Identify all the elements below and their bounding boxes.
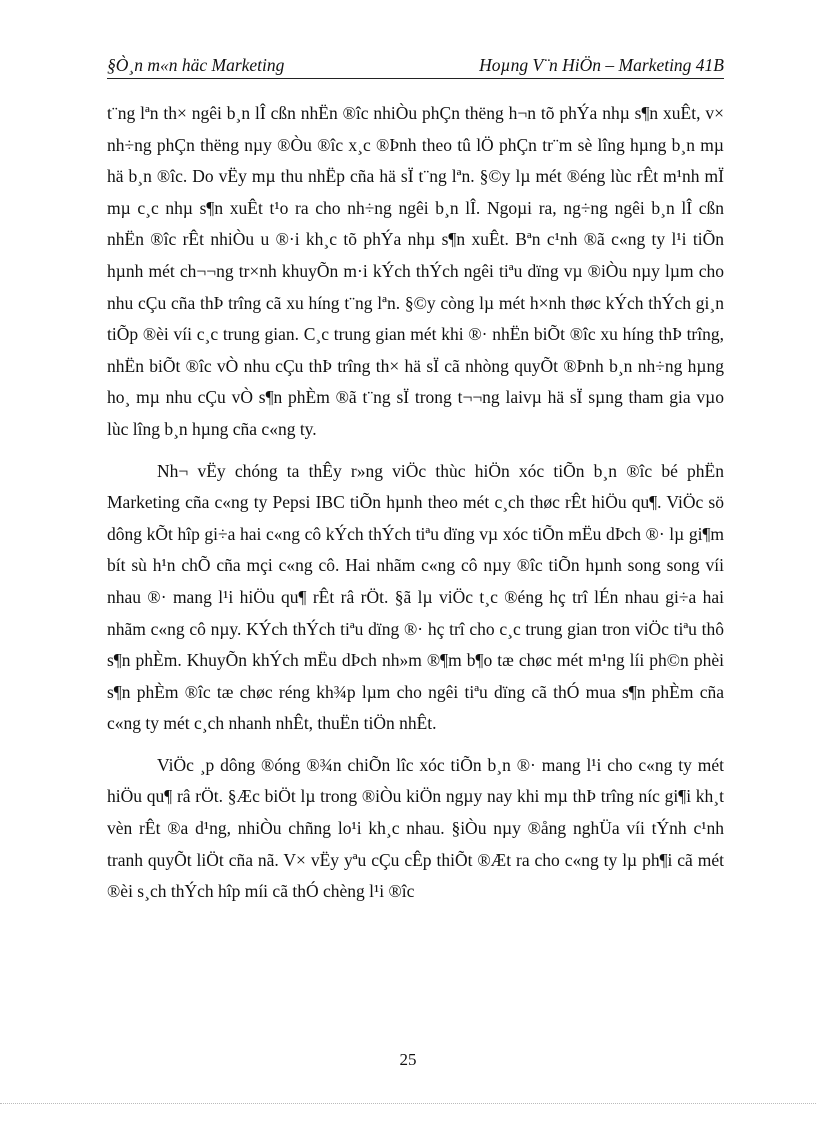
page-number: 25 xyxy=(399,1050,417,1069)
page-header xyxy=(107,52,724,79)
paragraph: t¨ng lªn th× ngêi b¸n lÎ cßn nhËn ®îc nhiÒu phÇn thëng h¬n tõ phÝa nhµ s¶n xuÊt, v× nh÷ng phÇn thëng nµy ®Òu ®îc x¸c ®Þnh theo tû lÖ phÇn tr¨m sè lîng hµng b¸n mµ hä b¸n ®îc. Do vËy mµ thu nhËp cña hä sÏ t¨ng lªn. §©y lµ mét ®éng lùc rÊt m¹nh mÏ mµ c¸c nhµ s¶n xuÊt t¹o ra cho nh÷ng ngêi b¸n lÎ. Ngoµi ra, ng÷ng ngêi b¸n lÎ cßn nhËn ®îc rÊt nhiÒu u ®·i kh¸c tõ phÝa nhµ s¶n xuÊt. Bªn c¹nh ®ã c«ng ty l¹i tiÕn hµnh mét ch¬¬ng tr×nh khuyÕn m·i kÝch thÝch ngêi tiªu dïng vµ ®iÒu nµy lµm cho nhu cÇu cña thÞ trîng cã xu híng t¨ng lªn. §©y còng lµ mét h×nh thøc kÝch thÝch gi¸n tiÕp ®èi víi c¸c trung gian. C¸c trung gian mét khi ®· nhËn biÕt ®îc xu híng thÞ trîng, nhËn biÕt ®îc vÒ nhu cÇu thÞ trîng th× hä sÏ cã nhòng quyÕt ®Þnh b¸n nh÷ng hµng ho¸ mµ nhu cÇu vÒ s¶n phÈm ®ã t¨ng sÏ trong t¬¬ng laivµ hä sÏ sµng tham gia vµo lùc lîng b¸n hµng cña c«ng ty. xyxy=(107,103,724,439)
page-bottom-divider xyxy=(0,1103,816,1104)
document-body xyxy=(107,98,724,918)
paragraph: ViÖc ¸p dông ®óng ®¾n chiÕn lîc xóc tiÕn b¸n ®· mang l¹i cho c«ng ty mét hiÖu qu¶ râ rÖt. §Æc biÖt lµ trong ®iÒu kiÖn ngµy nay khi mµ thÞ trîng níc gi¶i kh¸t vèn rÊt ®a d¹ng, nhiÒu chñng lo¹i kh¸c nhau. §iÒu nµy ®ång nghÜa víi tÝnh c¹nh tranh quyÕt liÖt cña nã. V× vËy yªu cÇu cÊp thiÕt ®Æt ra cho c«ng ty lµ ph¶i cã mét ®èi s¸ch thÝch hîp míi cã thÓ chèng l¹i ®îc xyxy=(107,754,724,902)
paragraph: Nh¬ vËy chóng ta thÊy r»ng viÖc thùc hiÖn xóc tiÕn b¸n ®îc bé phËn Marketing cña c«ng ty Pepsi IBC tiÕn hµnh theo mét c¸ch thøc rÊt hiÖu qu¶. ViÖc sö dông kÕt hîp gi÷a hai c«ng cô kÝch thÝch tiªu dïng vµ xóc tiÕn mËu dÞch ®· lµ gi¶m bít sù h¹n chÕ cña mçi c«ng cô. Hai nhãm c«ng cô nµy ®îc tiÕn hµnh song song víi nhau ®· mang l¹i hiÖu qu¶ rÊt râ rÖt. §ã lµ viÖc t¸c ®éng hç trî lÉn nhau gi÷a hai nhãm c«ng cô nµy. KÝch thÝch tiªu dïng ®· hç trî cho c¸c trung gian tron viÖc tiªu thô s¶n phÈm. KhuyÕn khÝch mËu dÞch nh»m ®¶m b¶o tæ chøc mét m¹ng líi ph©n phèi s¶n phÈm ®îc tæ chøc réng kh¾p lµm cho ngêi tiªu dïng cã thÓ mua s¶n phÈm cña c«ng ty mét c¸ch nhanh nhÊt, thuËn tiÖn nhÊt. xyxy=(107,460,724,734)
header-author: Hoµng V¨n HiÖn – Marketing 41B xyxy=(479,55,724,75)
header-title: §Ò¸n m«n häc Marketing xyxy=(107,55,285,75)
